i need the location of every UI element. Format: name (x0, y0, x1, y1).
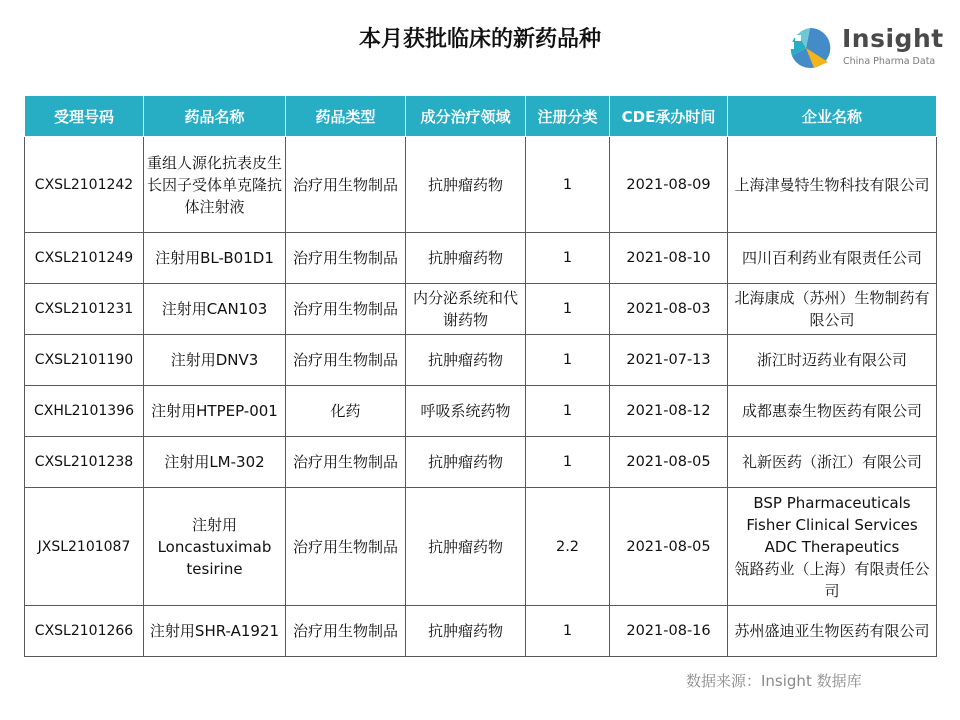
drug-table (24, 95, 937, 657)
cell-name (144, 233, 286, 284)
company-line: Fisher Clinical Services (746, 515, 918, 534)
cell-date: 2021-08-12 (610, 386, 728, 437)
column-header-type: 药品类型 (286, 96, 406, 137)
cell-name-line: 注射用BL-B01D1 (155, 249, 274, 267)
cell-registration: 2.2 (526, 488, 610, 606)
cell-registration: 1 (526, 606, 610, 657)
cell-name-line: 注射用 (191, 515, 237, 534)
company-line: ADC Therapeutics (764, 537, 900, 556)
cell-type: 治疗用生物制品 (286, 335, 406, 386)
cell-code: CXSL2101242 (25, 137, 144, 233)
cell-registration: 1 (526, 335, 610, 386)
data-source-note: 数据来源：Insight 数据库 (686, 672, 862, 690)
cell-code: CXSL2101231 (25, 284, 144, 335)
insight-logo-icon (784, 22, 836, 74)
cell-name-line: Loncastuximab (157, 537, 272, 556)
table-row (25, 335, 937, 386)
column-header-date: CDE承办时间 (610, 96, 728, 137)
cell-company (728, 437, 937, 488)
column-header-company: 企业名称 (728, 96, 937, 137)
column-header-name: 药品名称 (144, 96, 286, 137)
company-line: 苏州盛迪亚生物医药有限公司 (734, 622, 930, 640)
cell-name (144, 284, 286, 335)
company-line: BSP Pharmaceuticals (753, 493, 911, 512)
cell-area: 内分泌系统和代谢药物 (406, 284, 526, 335)
column-header-registration: 注册分类 (526, 96, 610, 137)
cell-date: 2021-08-05 (610, 488, 728, 606)
cell-name-line: 重组人源化抗表皮生长因子受体单克隆抗体注射液 (146, 153, 282, 216)
cell-name (144, 606, 286, 657)
cell-type: 治疗用生物制品 (286, 233, 406, 284)
cell-registration: 1 (526, 233, 610, 284)
insight-logo (784, 20, 944, 76)
cell-area: 抗肿瘤药物 (406, 137, 526, 233)
cell-area: 抗肿瘤药物 (406, 437, 526, 488)
cell-company (728, 233, 937, 284)
cell-date: 2021-08-10 (610, 233, 728, 284)
table-row (25, 488, 937, 606)
cell-type: 治疗用生物制品 (286, 488, 406, 606)
cell-company (728, 137, 937, 233)
cell-area: 抗肿瘤药物 (406, 606, 526, 657)
company-line: 四川百利药业有限责任公司 (741, 249, 922, 267)
cell-registration: 1 (526, 137, 610, 233)
cell-company (728, 488, 937, 606)
cell-date: 2021-08-03 (610, 284, 728, 335)
cell-code: CXSL2101238 (25, 437, 144, 488)
cell-code: CXSL2101266 (25, 606, 144, 657)
cell-date: 2021-08-09 (610, 137, 728, 233)
cell-type: 治疗用生物制品 (286, 284, 406, 335)
cell-name-line: tesirine (186, 559, 243, 578)
cell-type: 治疗用生物制品 (286, 137, 406, 233)
company-line: 浙江时迈药业有限公司 (756, 351, 907, 369)
cell-name (144, 488, 286, 606)
cell-name-line: 注射用SHR-A1921 (149, 622, 280, 640)
cell-registration: 1 (526, 284, 610, 335)
company-line: 上海津曼特生物科技有限公司 (734, 175, 930, 194)
cell-registration: 1 (526, 386, 610, 437)
table-row (25, 386, 937, 437)
cell-company (728, 284, 937, 335)
cell-code: CXSL2101190 (25, 335, 144, 386)
cell-name-line: 注射用CAN103 (161, 300, 268, 318)
cell-code: CXHL2101396 (25, 386, 144, 437)
cell-name (144, 137, 286, 233)
table-row (25, 606, 937, 657)
cell-area: 抗肿瘤药物 (406, 488, 526, 606)
company-line: 礼新医药（浙江）有限公司 (741, 453, 922, 471)
logo-name: Insight (842, 24, 944, 53)
table-row (25, 233, 937, 284)
table-row (25, 284, 937, 335)
cell-date: 2021-08-16 (610, 606, 728, 657)
cell-code: JXSL2101087 (25, 488, 144, 606)
table-header-row (25, 96, 937, 137)
cell-date: 2021-08-05 (610, 437, 728, 488)
cell-name (144, 437, 286, 488)
cell-area: 呼吸系统药物 (406, 386, 526, 437)
page-title: 本月获批临床的新药品种 (358, 27, 601, 52)
company-line: 瓴路药业（上海）有限责任公司 (734, 559, 930, 600)
cell-name-line: 注射用DNV3 (170, 351, 259, 369)
cell-code: CXSL2101249 (25, 233, 144, 284)
column-header-area: 成分治疗领域 (406, 96, 526, 137)
company-line: 成都惠泰生物医药有限公司 (741, 402, 922, 420)
company-line: 北海康成（苏州）生物制药有限公司 (734, 289, 930, 329)
cell-type: 化药 (286, 386, 406, 437)
cell-date: 2021-07-13 (610, 335, 728, 386)
cell-registration: 1 (526, 437, 610, 488)
cell-name-line: 注射用LM-302 (164, 453, 265, 471)
cell-company (728, 606, 937, 657)
cell-name-line: 注射用HTPEP-001 (151, 402, 278, 420)
cell-company (728, 335, 937, 386)
column-header-code: 受理号码 (25, 96, 144, 137)
cell-type: 治疗用生物制品 (286, 606, 406, 657)
cell-type: 治疗用生物制品 (286, 437, 406, 488)
cell-name (144, 386, 286, 437)
logo-subtitle: China Pharma Data (843, 56, 936, 67)
cell-area: 抗肿瘤药物 (406, 233, 526, 284)
cell-area: 抗肿瘤药物 (406, 335, 526, 386)
table-row (25, 437, 937, 488)
cell-name (144, 335, 286, 386)
cell-company (728, 386, 937, 437)
table-row (25, 137, 937, 233)
